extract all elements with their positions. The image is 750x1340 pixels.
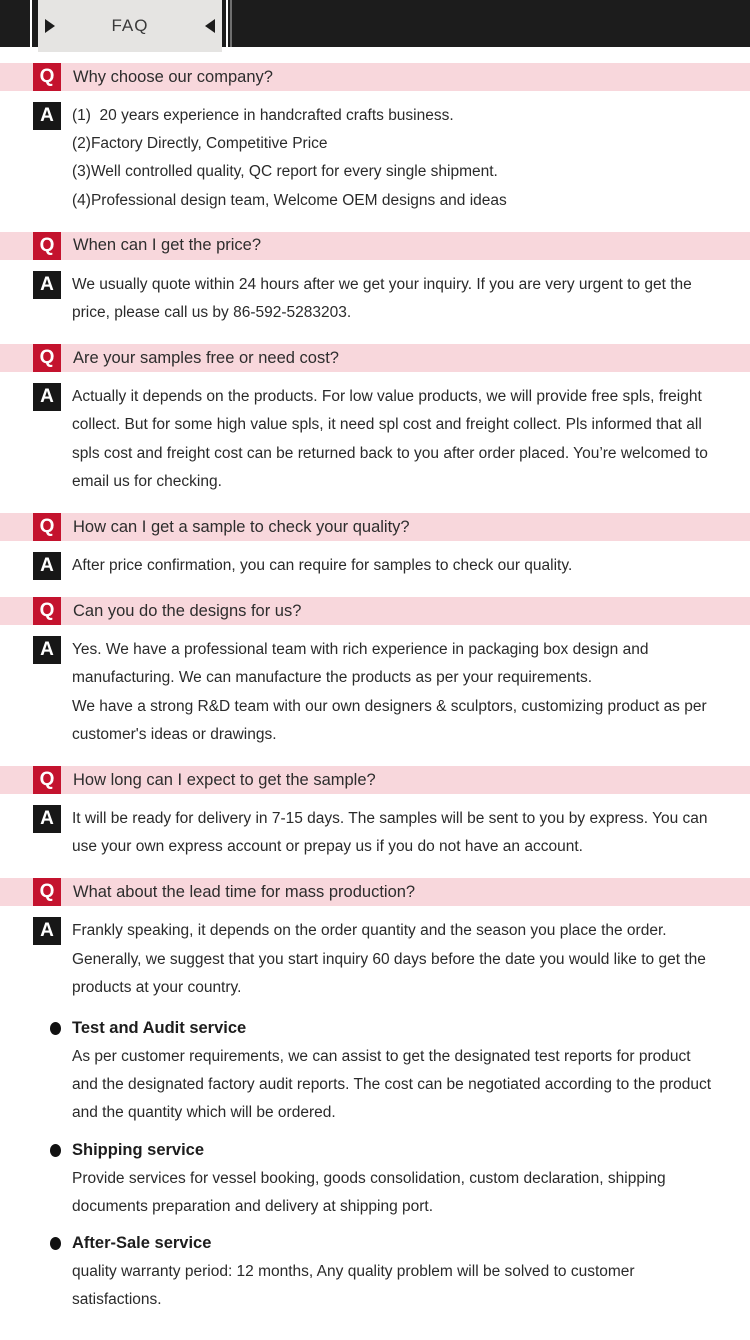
answer-lines: [72, 271, 692, 327]
answer-lines: [72, 917, 706, 1002]
faq-tab-label: FAQ: [111, 16, 149, 35]
service-section: [0, 1234, 750, 1314]
service-section: [0, 1141, 750, 1221]
a-badge: A: [33, 271, 61, 299]
answer-line: Yes. We have a professional team with rich experience in packaging box design and: [72, 641, 649, 659]
answer-lines: [72, 805, 708, 861]
answer-line: Frankly speaking, it depends on the order quantity and the season you place the order.: [72, 922, 667, 940]
answer-line: (1) 20 years experience in handcrafted crafts business.: [72, 107, 454, 124]
answer-line: email us for checking.: [72, 472, 222, 490]
service-body: [72, 1258, 750, 1314]
answer-line: We have a strong R&D team with our own designers & sculptors, customizing product as per: [72, 697, 707, 715]
bullet-icon: [50, 1237, 61, 1250]
answer-line: Actually it depends on the products. For low value products, we will provide free spls, freight: [72, 388, 702, 406]
faq-section: [0, 878, 750, 1002]
answer-line: (3)Well controlled quality, QC report for every single shipment.: [72, 163, 498, 181]
answer-block: [0, 383, 750, 496]
question-banner: [0, 63, 750, 91]
answer-line: We usually quote within 24 hours after we get your inquiry. If you are very urgent to get the: [72, 275, 692, 293]
answer-lines: [72, 383, 708, 496]
answer-line: use your own express account or prepay us if you do not have an account.: [72, 838, 583, 856]
answer-block: [0, 552, 750, 580]
answer-line: It will be ready for delivery in 7-15 days. The samples will be sent to you by express. You can: [72, 810, 708, 828]
question-banner: [0, 878, 750, 906]
service-line: As per customer requirements, we can assist to get the designated test reports for product: [72, 1048, 691, 1066]
header-divider-right-2: [230, 0, 232, 47]
faq-section: [0, 597, 750, 749]
header-divider-right: [226, 0, 228, 47]
service-line: and the quantity which will be ordered.: [72, 1104, 336, 1122]
faq-section: [0, 766, 750, 861]
a-badge: A: [33, 917, 61, 945]
arrow-right-icon: [45, 19, 55, 33]
a-badge: A: [33, 805, 61, 833]
answer-lines: [72, 552, 572, 580]
service-body: [72, 1165, 750, 1221]
question-text: Can you do the designs for us?: [73, 601, 302, 620]
answer-line: price, please call us by 86-592-5283203.: [72, 304, 352, 322]
answer-line: customer's ideas or drawings.: [72, 725, 277, 743]
q-badge: Q: [33, 513, 61, 541]
service-line: Provide services for vessel booking, goods consolidation, custom declaration, shipping: [72, 1169, 666, 1187]
service-line: documents preparation and delivery at shipping port.: [72, 1197, 434, 1215]
q-badge: Q: [33, 597, 61, 625]
q-badge: Q: [33, 63, 61, 91]
answer-block: [0, 102, 750, 215]
question-banner: [0, 766, 750, 794]
question-banner: [0, 513, 750, 541]
answer-lines: [72, 636, 707, 749]
q-badge: Q: [33, 878, 61, 906]
answer-line: manufacturing. We can manufacture the products as per your requirements.: [72, 669, 593, 687]
faq-tab[interactable]: [38, 0, 222, 52]
answer-line: spls cost and freight cost can be returned back to you after order placed. You’re welcomed to: [72, 444, 708, 462]
faq-section: [0, 344, 750, 496]
answer-line: Generally, we suggest that you start inquiry 60 days before the date you would like to get the: [72, 950, 706, 968]
question-text: When can I get the price?: [73, 236, 262, 255]
service-title: Test and Audit service: [72, 1019, 247, 1038]
arrow-left-icon: [205, 19, 215, 33]
question-text: What about the lead time for mass production?: [73, 882, 416, 901]
question-text: Are your samples free or need cost?: [73, 348, 339, 367]
service-line: satisfactions.: [72, 1291, 162, 1309]
q-badge: Q: [33, 766, 61, 794]
question-banner: [0, 597, 750, 625]
q-badge: Q: [33, 344, 61, 372]
bullet-icon: [50, 1144, 61, 1157]
service-line: quality warranty period: 12 months, Any quality problem will be solved to customer: [72, 1263, 635, 1281]
answer-block: [0, 636, 750, 749]
question-banner: [0, 232, 750, 260]
a-badge: A: [33, 102, 61, 130]
question-banner: [0, 344, 750, 372]
service-line: and the designated factory audit reports. The cost can be negotiated according to the product: [72, 1076, 712, 1094]
faq-list: [0, 63, 750, 1002]
header-bar: [0, 0, 750, 47]
answer-line: (2)Factory Directly, Competitive Price: [72, 135, 328, 153]
q-badge: Q: [33, 232, 61, 260]
answer-block: [0, 917, 750, 1002]
faq-section: [0, 513, 750, 580]
question-text: How can I get a sample to check your quality?: [73, 517, 410, 536]
service-header: [50, 1019, 750, 1038]
a-badge: A: [33, 636, 61, 664]
answer-block: [0, 271, 750, 327]
header-divider-left: [30, 0, 32, 47]
service-list: [0, 1019, 750, 1314]
answer-line: products at your country.: [72, 978, 242, 996]
a-badge: A: [33, 552, 61, 580]
faq-section: [0, 232, 750, 327]
answer-line: (4)Professional design team, Welcome OEM designs and ideas: [72, 191, 507, 209]
service-title: After-Sale service: [72, 1234, 212, 1253]
a-badge: A: [33, 383, 61, 411]
bullet-icon: [50, 1022, 61, 1035]
service-section: [0, 1019, 750, 1128]
answer-line: After price confirmation, you can require for samples to check our quality.: [72, 557, 573, 575]
service-header: [50, 1234, 750, 1253]
question-text: How long can I expect to get the sample?: [73, 770, 376, 789]
answer-line: collect. But for some high value spls, it need spl cost and freight collect. Pls informed that all: [72, 416, 702, 434]
service-header: [50, 1141, 750, 1160]
question-text: Why choose our company?: [73, 67, 273, 86]
service-body: [72, 1043, 750, 1128]
service-title: Shipping service: [72, 1140, 205, 1159]
answer-lines: [72, 102, 507, 215]
faq-section: [0, 63, 750, 215]
answer-block: [0, 805, 750, 861]
